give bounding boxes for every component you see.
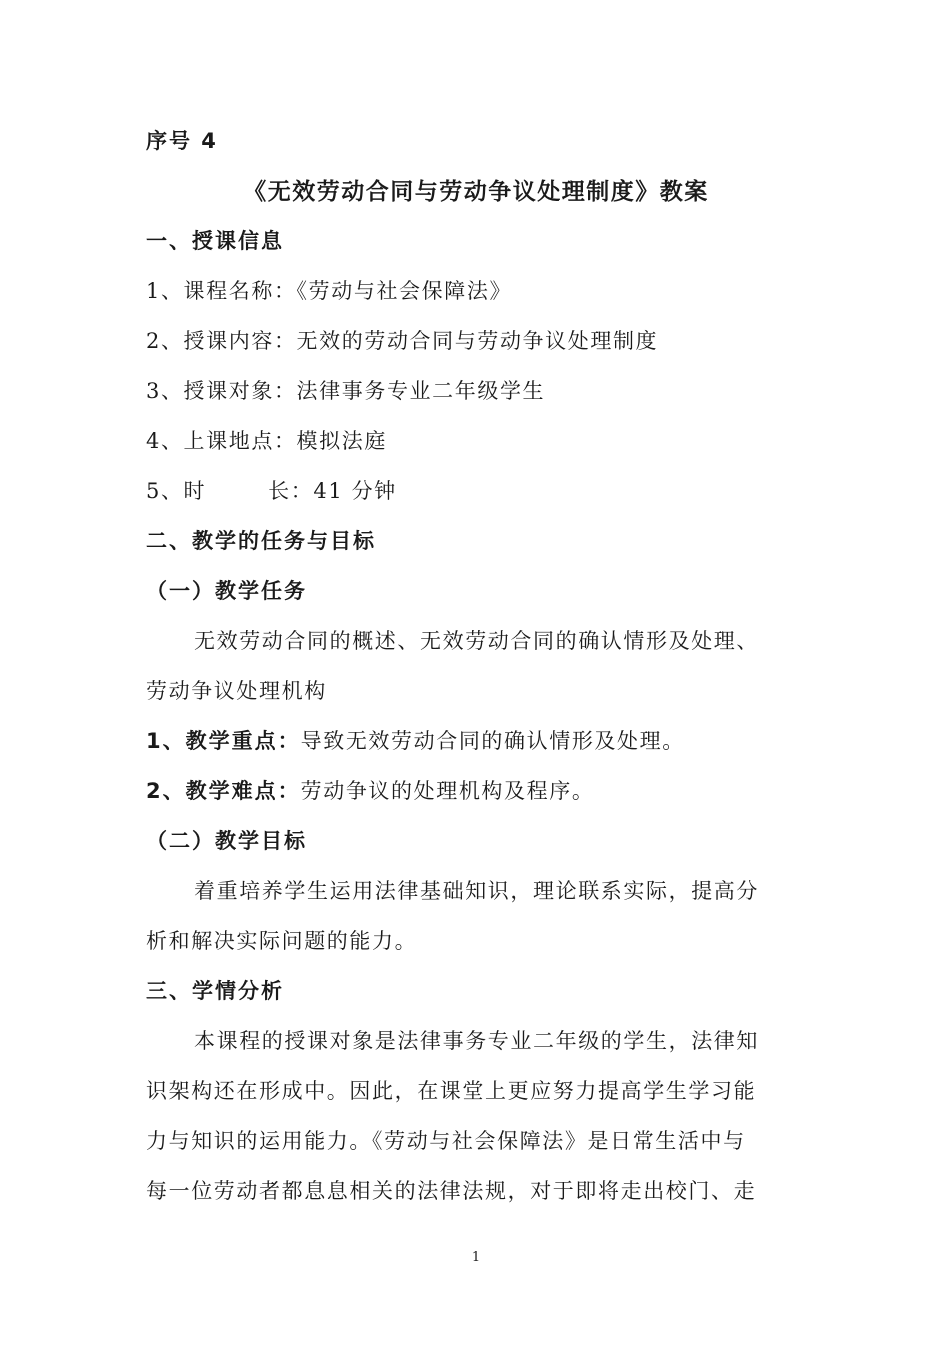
difficult-point <box>146 776 594 806</box>
info-content: 2、授课内容：无效的劳动合同与劳动争议处理制度 <box>146 329 659 353</box>
section-1-heading: 一、授课信息 <box>146 229 284 253</box>
goal-paragraph-line-2: 析和解决实际问题的能力。 <box>146 929 418 953</box>
info-course-name: 1、课程名称：《劳动与社会保障法》 <box>146 279 513 303</box>
section-2-heading: 二、教学的任务与目标 <box>146 529 376 553</box>
difficult-point-label: 2、教学难点： <box>146 779 301 803</box>
section-3-heading: 三、学情分析 <box>146 979 284 1003</box>
task-paragraph-line-1: 无效劳动合同的概述、无效劳动合同的确认情形及处理、 <box>194 629 759 653</box>
analysis-line-4: 每一位劳动者都息息相关的法律法规，对于即将走出校门、走 <box>146 1179 757 1203</box>
key-point-label: 1、教学重点： <box>146 729 301 753</box>
difficult-point-text: 劳动争议的处理机构及程序。 <box>300 779 595 803</box>
duration-rest: 长：41 分钟 <box>268 479 397 503</box>
task-paragraph-line-2: 劳动争议处理机构 <box>146 679 327 703</box>
duration-prefix: 5、时 <box>146 479 207 503</box>
analysis-line-3: 力与知识的运用能力。《劳动与社会保障法》是日常生活中与 <box>146 1129 746 1153</box>
analysis-line-2: 识架构还在形成中。因此，在课堂上更应努力提高学生学习能 <box>146 1079 757 1103</box>
info-audience: 3、授课对象：法律事务专业二年级学生 <box>146 379 546 403</box>
document-title: 《无效劳动合同与劳动争议处理制度》教案 <box>243 179 709 205</box>
goal-paragraph-line-1: 着重培养学生运用法律基础知识，理论联系实际，提高分 <box>194 879 759 903</box>
info-location: 4、上课地点：模拟法庭 <box>146 429 387 453</box>
key-point-text: 导致无效劳动合同的确认情形及处理。 <box>300 729 685 753</box>
subsection-task-heading: （一）教学任务 <box>146 579 307 603</box>
serial-number: 序号 4 <box>146 129 218 153</box>
key-point <box>146 726 685 756</box>
info-duration <box>146 476 397 506</box>
analysis-line-1: 本课程的授课对象是法律事务专业二年级的学生，法律知 <box>194 1029 759 1053</box>
subsection-goal-heading: （二）教学目标 <box>146 829 307 853</box>
page-number: 1 <box>471 1250 481 1265</box>
